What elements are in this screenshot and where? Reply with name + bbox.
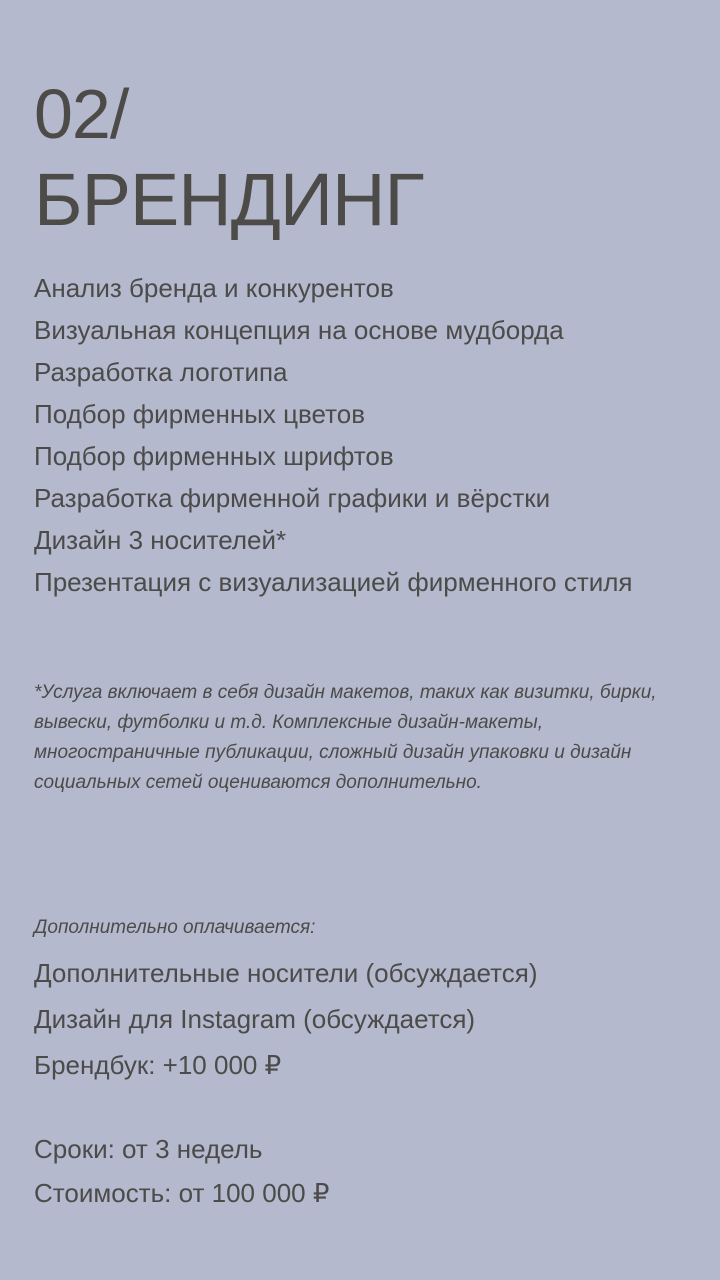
extra-item: Брендбук: +10 000 ₽ xyxy=(34,1050,282,1080)
section-number: 02/ xyxy=(34,75,129,153)
extras-list xyxy=(34,956,538,1094)
service-item: Подбор фирменных шрифтов xyxy=(34,441,394,471)
extra-item: Дизайн для Instagram (обсуждается) xyxy=(34,1004,476,1034)
service-item: Визуальная концепция на основе мудборда xyxy=(34,315,564,345)
service-item: Анализ бренда и конкурентов xyxy=(34,273,394,303)
price-text: Стоимость: от 100 000 ₽ xyxy=(34,1178,330,1208)
services-list xyxy=(34,272,674,608)
service-item: Подбор фирменных цветов xyxy=(34,399,366,429)
extra-item: Дополнительные носители (обсуждается) xyxy=(34,958,538,988)
service-item: Презентация с визуализацией фирменного стиля xyxy=(34,567,633,597)
footnote: *Услуга включает в себя дизайн макетов, таких как визитки, бирки, вывески, футболки и т.д. Комплексные дизайн-макеты, многостраничные публикации, сложный дизайн упаковки и дизайн социальных сетей оцениваются дополнительно. xyxy=(34,682,657,793)
duration-text: Сроки: от 3 недель xyxy=(34,1134,263,1164)
page-title: БРЕНДИНГ xyxy=(34,158,424,241)
service-item: Дизайн 3 носителей* xyxy=(34,525,287,555)
service-item: Разработка фирменной графики и вёрстки xyxy=(34,483,551,513)
terms-block xyxy=(34,1132,329,1220)
service-item: Разработка логотипа xyxy=(34,357,288,387)
extras-heading: Дополнительно оплачивается: xyxy=(34,917,316,938)
